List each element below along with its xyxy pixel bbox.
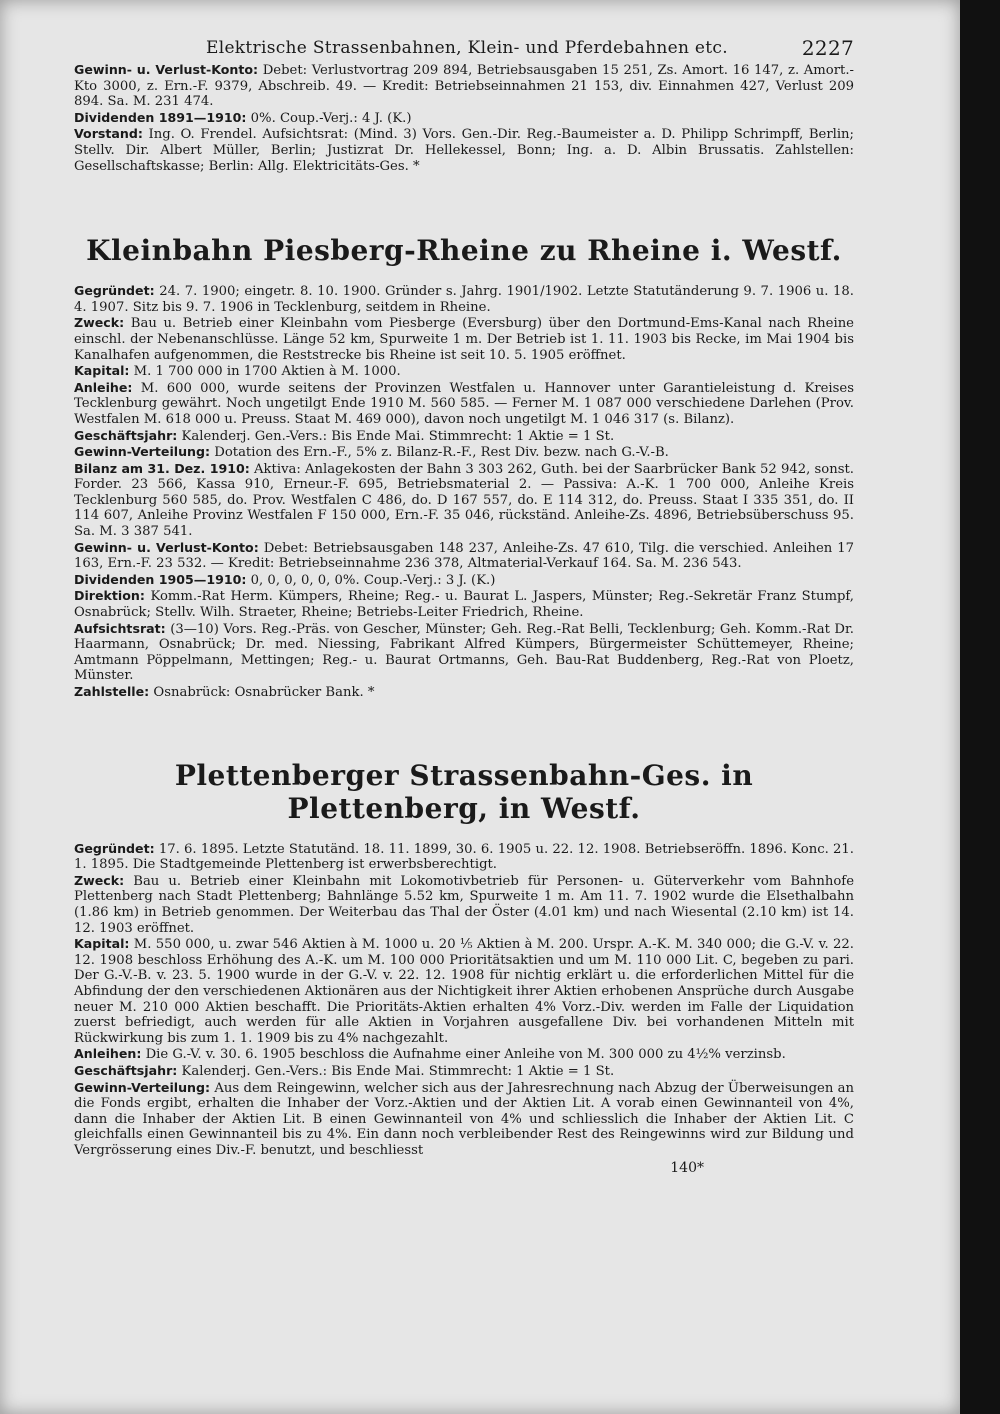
paragraph: Kapital: M. 550 000, u. zwar 546 Aktien à M. 1000 u. 20 ⅕ Aktien à M. 200. Urspr. A.-K. M. 340 000; die G.-V. v. 22. 12. 1908 beschloss Erhöhung des A.-K. um M. 100 000 Prioritätsaktien und um M. 110 000 Lit. C, begeben zu pari. Der G.-V.-B. v. 23. 5. 1900 wurde in der G.-V. v. 22. 12. 1908 für nichtig erklärt u. die erforderlichen Mittel für die Abfindung der den verschiedenen Aktionären aus der Nichtigkeit ihrer Aktien erhobenen Ansprüche durch Ausgabe neuer M. 210 000 Aktien beschafft. Die Prioritäts-Aktien erhalten 4% Vorz.-Div. werden im Falle der Liquidation zuerst befriedigt, auch werden für alle Aktien in Vorjahren ausgefallene Div. bei vorhandenen Mitteln mit Rückwirkung bis zum 1. 1. 1909 bis zu 4% nachgezahlt. xyxy=(74,936,854,1046)
paragraph: Zahlstelle: Osnabrück: Osnabrücker Bank. * xyxy=(74,684,375,700)
running-header xyxy=(74,30,854,62)
paragraph: Aufsichtsrat: (3—10) Vors. Reg.-Präs. von Gescher, Münster; Geh. Reg.-Rat Belli, Tecklenburg; Geh. Komm.-Rat Dr. Haarmann, Osnabrück; Dr. med. Niessing, Fabrikant Alfred Kümpers, Bürgermeister Schüttemeyer, Rheine; Amtmann Pöppelmann, Mettingen; Reg.- u. Baurat Ortmanns, Geh. Bau-Rat Buddenberg, Reg.-Rat von Ploetz, Münster. xyxy=(74,620,854,684)
paragraph: Geschäftsjahr: Kalenderj. Gen.-Vers.: Bis Ende Mai. Stimmrecht: 1 Aktie = 1 St. xyxy=(74,1062,615,1079)
scan-edge xyxy=(960,0,1000,1414)
section-continuation xyxy=(74,62,854,174)
signature-mark: 140* xyxy=(670,1160,704,1177)
running-title: Elektrische Strassenbahnen, Klein- und Pferdebahnen etc. xyxy=(206,38,728,58)
paragraph: Gegründet: 24. 7. 1900; eingetr. 8. 10. 1900. Gründer s. Jahrg. 1901/1902. Letzte Statutänderung 9. 7. 1906 u. 18. 4. 1907. Sitz bis 9. 7. 1906 in Tecklenburg, seitdem in Rheine. xyxy=(74,283,854,315)
paragraph: Kapital: M. 1 700 000 in 1700 Aktien à M. 1000. xyxy=(74,363,401,380)
paragraph: Anleihen: Die G.-V. v. 30. 6. 1905 beschloss die Aufnahme einer Anleihe von M. 300 000 zu 4½% verzinsb. xyxy=(74,1046,786,1063)
page-content xyxy=(74,30,854,1176)
paragraph: Gegründet: 17. 6. 1895. Letzte Statutänd. 18. 11. 1899, 30. 6. 1905 u. 22. 12. 1908. Betriebseröffn. 1896. Konc. 21. 1. 1895. Die Stadtgemeinde Plettenberg ist erwerbsberechtigt. xyxy=(74,840,854,873)
section-title: Plettenberger Strassenbahn-Ges. in Plettenberg, in Westf. xyxy=(174,758,754,825)
paragraph: Dividenden 1891—1910: 0%. Coup.-Verj.: 4 J. (K.) xyxy=(74,109,412,126)
paragraph: Geschäftsjahr: Kalenderj. Gen.-Vers.: Bis Ende Mai. Stimmrecht: 1 Aktie = 1 St. xyxy=(74,427,615,444)
paragraph: Zweck: Bau u. Betrieb einer Kleinbahn mit Lokomotivbetrieb für Personen- u. Güterverkehr vom Bahnhofe Plettenberg nach Stadt Plettenberg; Bahnlänge 5.52 km, Spurweite 1 m. Am 11. 7. 1902 wurde die Elsethalbahn (1.86 km) in Betrieb genommen. Der Weiterbau das Thal der Öster (4.01 km) und nach Wiesental (2.10 km) ist 14. 12. 1903 eröffnet. xyxy=(74,872,854,936)
section-plettenberger-strassenbahn xyxy=(74,841,854,1159)
paragraph: Gewinn-Verteilung: Dotation des Ern.-F., 5% z. Bilanz-R.-F., Rest Div. bezw. nach G.-V.-B. xyxy=(74,444,669,461)
paragraph: Gewinn- u. Verlust-Konto: Debet: Verlustvortrag 209 894, Betriebsausgaben 15 251, Zs. Amort. 16 147, z. Amort.-Kto 3000, z. Ern.-F. 9379, Abschreib. 49. — Kredit: Betriebseinnahmen 21 153, div. Einnahmen 427, Verlust 209 894. Sa. M. 231 474. xyxy=(74,62,854,110)
section-title: Kleinbahn Piesberg-Rheine zu Rheine i. Westf. xyxy=(86,234,842,268)
paragraph: Gewinn- u. Verlust-Konto: Debet: Betriebsausgaben 148 237, Anleihe-Zs. 47 610, Tilg. die verschied. Anleihen 17 163, Ern.-F. 23 532. — Kredit: Betriebseinnahme 236 378, Altmaterial-Verkauf 164. Sa. M. 236 543. xyxy=(74,539,854,572)
paragraph: Anleihe: M. 600 000, wurde seitens der Provinzen Westfalen u. Hannover unter Garantieleistung d. Kreises Tecklenburg gewährt. Noch ungetilgt Ende 1910 M. 560 585. — Ferner M. 1 087 000 verschiedene Darlehen (Prov. Westfalen M. 618 000 u. Preuss. Staat M. 469 000), davon noch ungetilgt M. 1 046 317 (s. Bilanz). xyxy=(74,379,854,427)
page-number: 2227 xyxy=(801,36,854,60)
section-kleinbahn-piesberg-rheine xyxy=(74,283,854,700)
paragraph: Gewinn-Verteilung: Aus dem Reingewinn, welcher sich aus der Jahresrechnung nach Abzug der Überweisungen an die Fonds ergibt, erhalten die Inhaber der Vorz.-Aktien und der Aktien Lit. A vorab einen Gewinnanteil von 4%, dann die Inhaber der Aktien Lit. B einen Gewinnanteil von 4% und schliesslich die Inhaber der Aktien Lit. C gleichfalls einen Gewinnanteil bis zu 4%. Ein dann noch verbleibender Rest des Reingewinns wird zur Bildung und Vergrösserung eines Div.-F. benutzt, und beschliesst xyxy=(74,1079,854,1158)
paragraph: Direktion: Komm.-Rat Herm. Kümpers, Rheine; Reg.- u. Baurat L. Jaspers, Münster; Reg.-Sekretär Franz Stumpf, Osnabrück; Stellv. Wilh. Straeter, Rheine; Betriebs-Leiter Friedrich, Rheine. xyxy=(74,588,854,621)
paragraph: Bilanz am 31. Dez. 1910: Aktiva: Anlagekosten der Bahn 3 303 262, Guth. bei der Saarbrücker Bank 52 942, sonst. Forder. 23 566, Kassa 910, Erneur.-F. 695, Betriebsmaterial 2. — Passiva: A.-K. 1 700 000, Anleihe Kreis Tecklenburg 560 585, do. Prov. Westfalen C 486, do. D 167 557, do. E 114 312, do. Preuss. Staat I 335 351, do. II 114 607, Anleihe Provinz Westfalen F 150 000, Ern.-F. 35 046, rückständ. Anleihe-Zs. 4896, Betriebsüberschuss 95. Sa. M. 3 387 541. xyxy=(74,460,854,540)
paragraph: Dividenden 1905—1910: 0, 0, 0, 0, 0, 0%. Coup.-Verj.: 3 J. (K.) xyxy=(74,571,496,588)
paragraph: Vorstand: Ing. O. Frendel. Aufsichtsrat: (Mind. 3) Vors. Gen.-Dir. Reg.-Baumeister a. D. Philipp Schrimpff, Berlin; Stellv. Dir. Albert Müller, Berlin; Justizrat Dr. Hellekessel, Bonn; Ing. a. D. Albin Brussatis. Zahlstellen: Gesellschaftskasse; Berlin: Allg. Elektricitäts-Ges. * xyxy=(74,126,854,174)
paragraph: Zweck: Bau u. Betrieb einer Kleinbahn vom Piesberge (Eversburg) über den Dortmund-Ems-Kanal nach Rheine einschl. der Nebenanschlüsse. Länge 52 km, Spurweite 1 m. Der Betrieb ist 1. 11. 1903 bis Recke, im Mai 1904 bis Kanalhafen aufgenommen, die Reststrecke bis Rheine ist seit 10. 5. 1905 eröffnet. xyxy=(74,315,854,363)
